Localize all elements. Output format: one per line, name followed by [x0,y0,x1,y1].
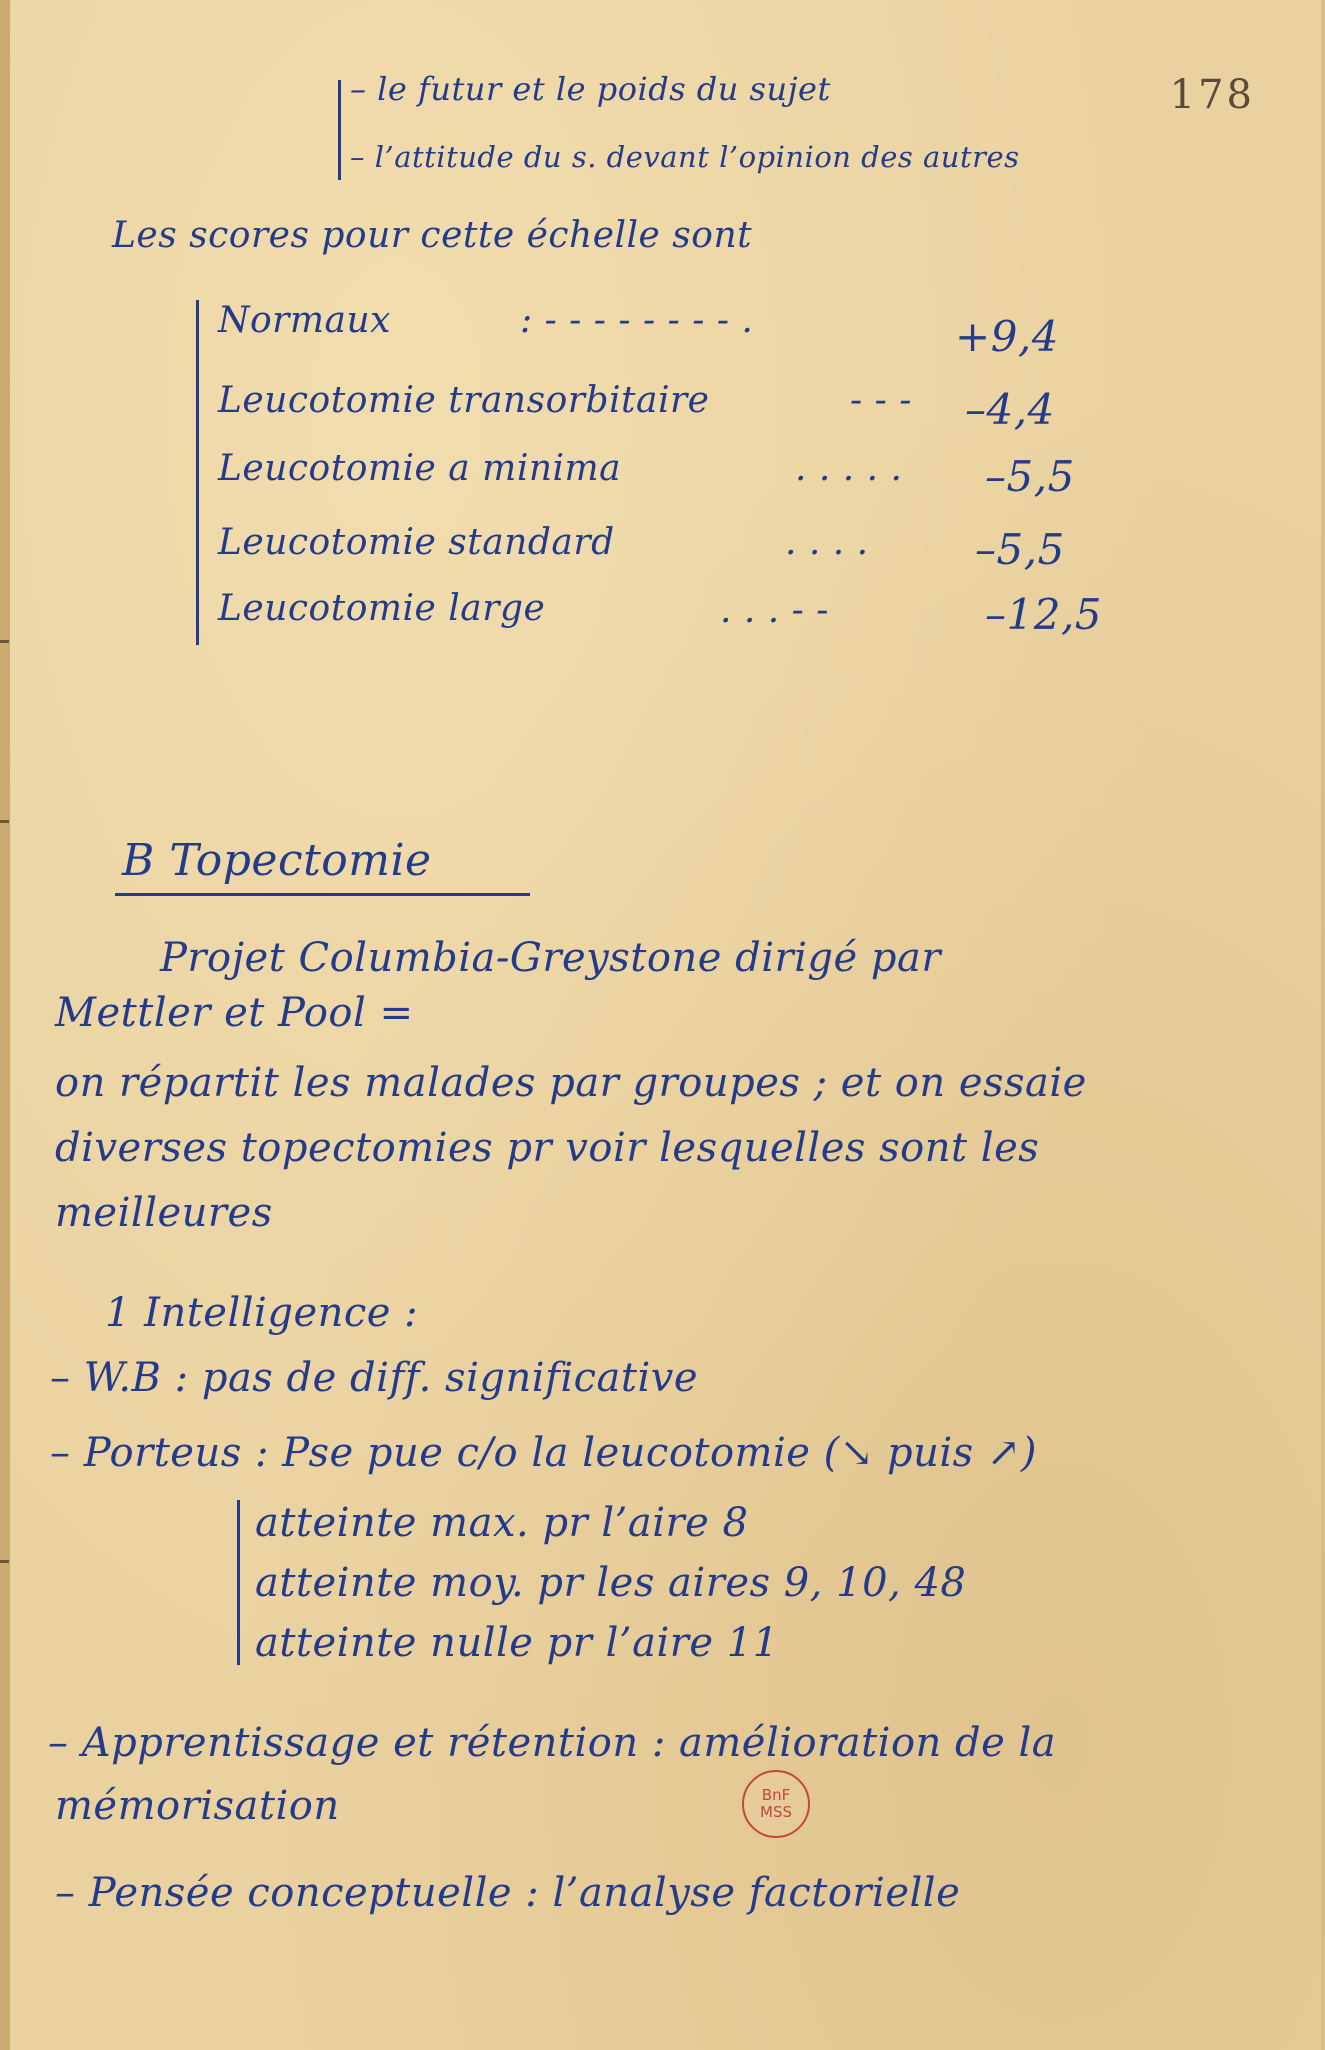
paragraph-line: Projet Columbia-Greystone dirigé par [160,935,941,981]
score-value: –5,5 [975,525,1065,574]
score-value: +9,4 [955,312,1059,361]
score-label: Leucotomie a minima [218,448,622,489]
score-label: Leucotomie transorbitaire [218,380,710,421]
score-label: Normaux [218,300,391,341]
scores-bracket [196,300,199,645]
top-list-line: – l’attitude du s. devant l’opinion des autres [350,140,1020,174]
binding-hole [0,640,9,643]
tail-line: – Pensée conceptuelle : l’analyse factorielle [55,1870,961,1916]
section-title: B Topectomie [122,835,432,886]
score-value: –5,5 [985,452,1075,501]
score-dots: . . . . [785,522,869,563]
page-right-edge [1321,0,1325,2050]
top-list-line: – le futur et le poids du sujet [350,70,831,108]
porteus-sub-line: atteinte max. pr l’aire 8 [255,1500,749,1546]
stamp-line: BnF [761,1786,791,1804]
score-dots: . . . - - [720,590,829,631]
tail-line: mémorisation [55,1783,340,1829]
score-dots: : - - - - - - - - . [520,300,754,341]
paragraph-line: diverses topectomies pr voir lesquelles sont les [55,1125,1040,1171]
paragraph-line: meilleures [55,1190,273,1236]
porteus-sub-line: atteinte moy. pr les aires 9, 10, 48 [255,1560,967,1606]
score-label: Leucotomie large [218,588,546,629]
score-label: Leucotomie standard [218,522,615,563]
porteus-sub-line: atteinte nulle pr l’aire 11 [255,1620,779,1666]
binding-hole [0,820,9,823]
library-stamp [742,1770,810,1838]
item-heading: 1 Intelligence : [105,1290,419,1336]
stamp-line: MSS [760,1803,792,1821]
tail-line: – Apprentissage et rétention : amélioration de la [48,1720,1057,1766]
binding-hole [0,1560,9,1563]
porteus-bracket [237,1500,240,1665]
item-line: – W.B : pas de diff. significative [50,1355,699,1401]
score-dots: - - - [850,380,912,421]
score-value: –12,5 [985,590,1103,639]
paragraph-line: on répartit les malades par groupes ; et on essaie [55,1060,1087,1106]
score-dots: . . . . . [795,448,903,489]
page-left-edge [0,0,10,2050]
top-list-bracket [338,80,341,180]
page-number: 178 [1169,72,1255,118]
item-line: – Porteus : Pse pue c/o la leucotomie (↘ puis ↗) [50,1430,1038,1476]
section-title-underline [115,893,530,896]
paragraph-line: Mettler et Pool = [55,990,414,1036]
score-value: –4,4 [965,385,1055,434]
scores-intro: Les scores pour cette échelle sont [112,215,753,256]
